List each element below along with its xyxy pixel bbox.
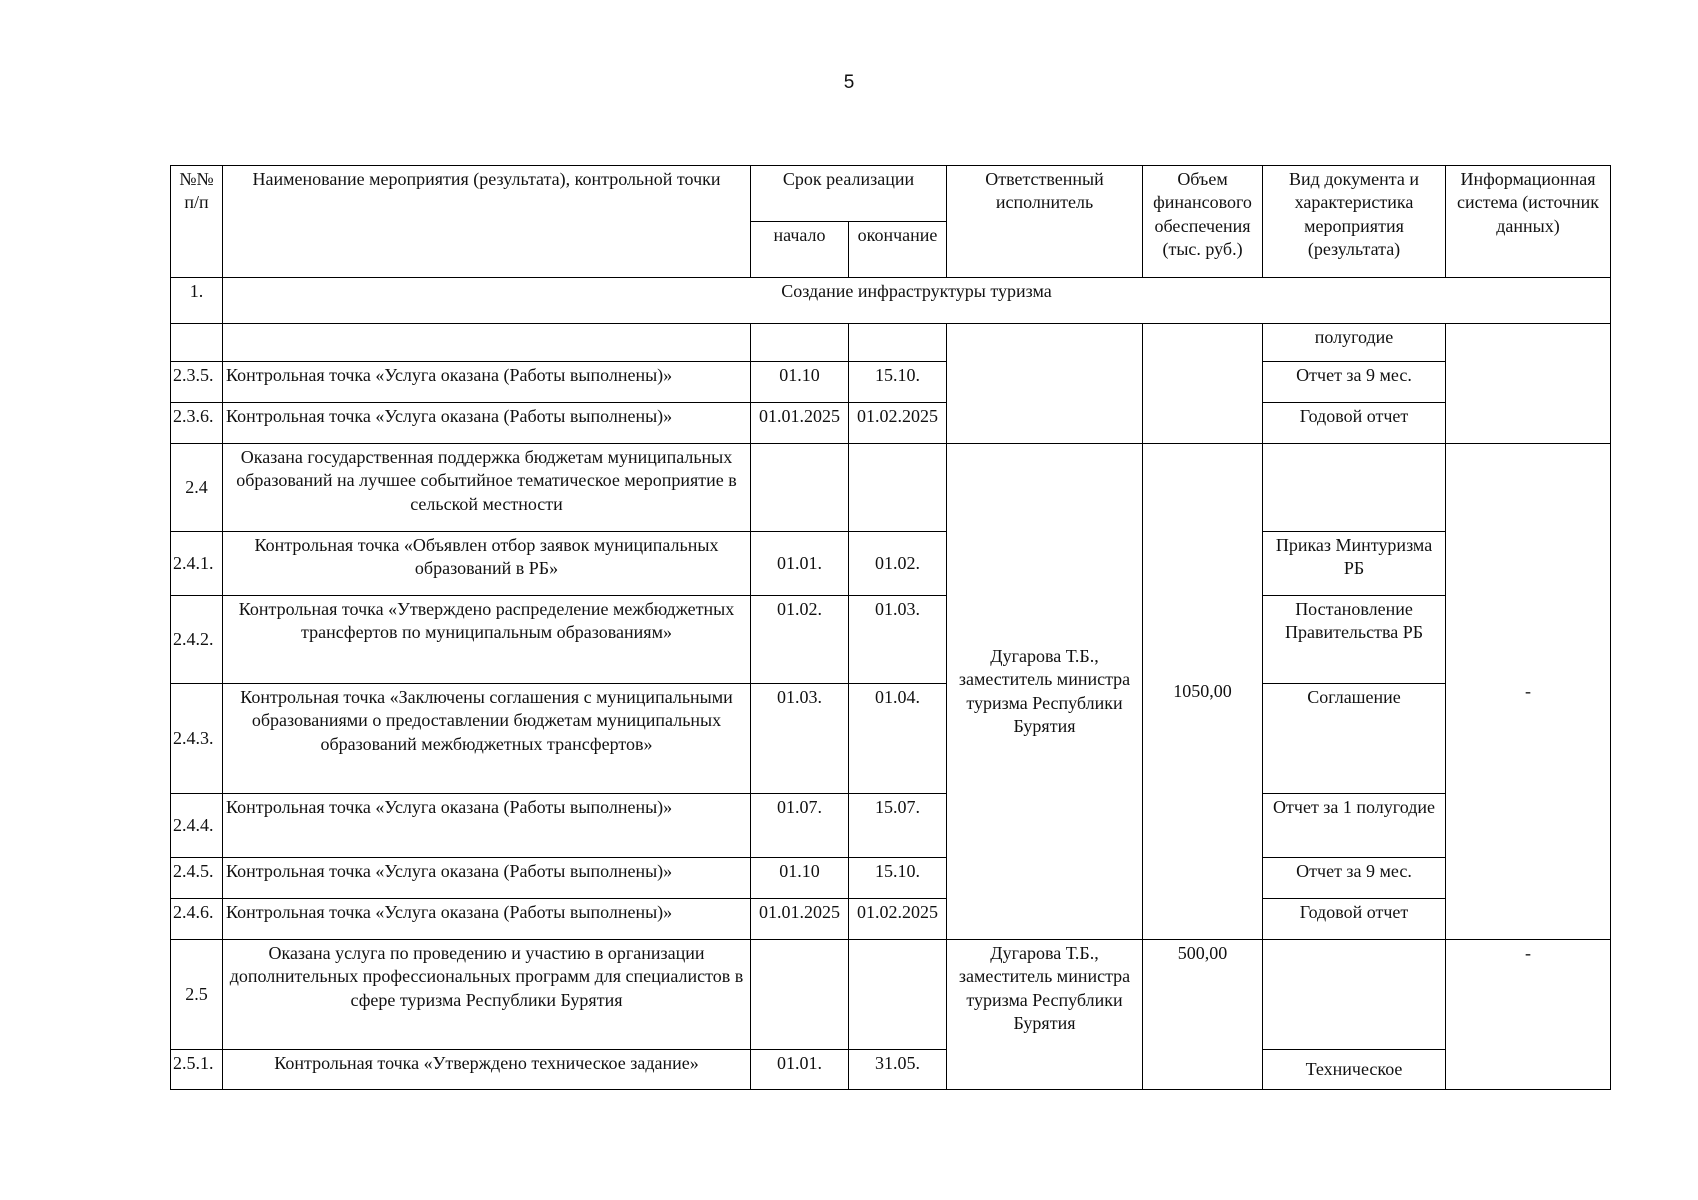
row-name: Контрольная точка «Утверждено распределение межбюджетных трансфертов по муниципальным образованиям»: [223, 596, 751, 684]
header-name: Наименование мероприятия (результата), контрольной точки: [223, 166, 751, 278]
volume-cell: 500,00: [1143, 940, 1263, 1090]
table-row: [171, 684, 1611, 794]
row-num: 2.4.1.: [171, 532, 223, 596]
row-end: 31.05.: [849, 1050, 947, 1090]
row-end: 15.07.: [849, 794, 947, 858]
table-row: [171, 362, 1611, 403]
row-doc: Постановление Правительства РБ: [1263, 596, 1446, 684]
header-end: окончание: [849, 222, 947, 278]
row-num: 2.3.5.: [171, 362, 223, 403]
row-start: 01.07.: [751, 794, 849, 858]
header-num: №№ п/п: [171, 166, 223, 278]
row-num: 2.5.1.: [171, 1050, 223, 1090]
row-start: 01.03.: [751, 684, 849, 794]
row-doc: Отчет за 9 мес.: [1263, 362, 1446, 403]
table-row: [171, 403, 1611, 444]
row-doc: Соглашение: [1263, 684, 1446, 794]
table-row: [171, 596, 1611, 684]
table-header-row: [171, 166, 1611, 222]
table-row: [171, 444, 1611, 532]
row-name: Контрольная точка «Услуга оказана (Работы выполнены)»: [223, 794, 751, 858]
row-doc: Годовой отчет: [1263, 403, 1446, 444]
header-doc: Вид документа и характеристика мероприятия (результата): [1263, 166, 1446, 278]
row-name: Контрольная точка «Объявлен отбор заявок муниципальных образований в РБ»: [223, 532, 751, 596]
row-end: 01.03.: [849, 596, 947, 684]
row-start: 01.02.: [751, 596, 849, 684]
section-title: Создание инфраструктуры туризма: [223, 278, 1611, 324]
row-name: Оказана государственная поддержка бюджетам муниципальных образований на лучшее событийное тематическое мероприятие в сельской местности: [223, 444, 751, 532]
doc-cell: полугодие: [1263, 324, 1446, 362]
volume-cell: 1050,00: [1143, 444, 1263, 940]
row-doc: Годовой отчет: [1263, 899, 1446, 940]
table-row: [171, 324, 1611, 362]
row-num: 2.4.5.: [171, 858, 223, 899]
row-name: Контрольная точка «Услуга оказана (Работы выполнены)»: [223, 403, 751, 444]
row-doc: Приказ Минтуризма РБ: [1263, 532, 1446, 596]
row-start: 01.10: [751, 362, 849, 403]
table-row: [171, 532, 1611, 596]
responsible-cell: Дугарова Т.Б., заместитель министра туризма Республики Бурятия: [947, 940, 1143, 1090]
table-row: [171, 794, 1611, 858]
header-responsible: Ответственный исполнитель: [947, 166, 1143, 278]
row-doc: Техническое: [1263, 1050, 1446, 1090]
row-end: 15.10.: [849, 362, 947, 403]
header-volume: Объем финансового обеспечения (тыс. руб.): [1143, 166, 1263, 278]
section-num: 1.: [171, 278, 223, 324]
row-end: 01.04.: [849, 684, 947, 794]
table-row: [171, 1050, 1611, 1090]
row-end: 01.02.: [849, 532, 947, 596]
row-end: 01.02.2025: [849, 899, 947, 940]
row-name: Контрольная точка «Услуга оказана (Работы выполнены)»: [223, 899, 751, 940]
system-cell: [1446, 324, 1611, 444]
table-row: [171, 899, 1611, 940]
header-start: начало: [751, 222, 849, 278]
row-num: 2.4.4.: [171, 794, 223, 858]
row-end: 01.02.2025: [849, 403, 947, 444]
row-doc: Отчет за 9 мес.: [1263, 858, 1446, 899]
row-num: 2.4.2.: [171, 596, 223, 684]
volume-cell: [1143, 324, 1263, 444]
system-cell: -: [1446, 940, 1611, 1090]
header-system: Информационная система (источник данных): [1446, 166, 1611, 278]
row-name: Контрольная точка «Заключены соглашения с муниципальными образованиями о предоставлении бюджетам муниципальных образований межбюджетных трансфертов»: [223, 684, 751, 794]
responsible-cell: Дугарова Т.Б., заместитель министра туризма Республики Бурятия: [947, 444, 1143, 940]
row-num: 2.4.3.: [171, 684, 223, 794]
row-num: 2.5: [171, 940, 223, 1050]
page-number: 5: [843, 72, 855, 93]
header-term: Срок реализации: [751, 166, 947, 222]
row-name: Контрольная точка «Услуга оказана (Работы выполнены)»: [223, 858, 751, 899]
row-end: 15.10.: [849, 858, 947, 899]
row-name: Оказана услуга по проведению и участию в организации дополнительных профессиональных программ для специалистов в сфере туризма Республики Бурятия: [223, 940, 751, 1050]
row-name: Контрольная точка «Утверждено техническое задание»: [223, 1050, 751, 1090]
row-start: 01.01.2025: [751, 899, 849, 940]
row-name: Контрольная точка «Услуга оказана (Работы выполнены)»: [223, 362, 751, 403]
row-start: 01.10: [751, 858, 849, 899]
responsible-cell: [947, 324, 1143, 444]
row-num: 2.4: [171, 444, 223, 532]
row-start: 01.01.2025: [751, 403, 849, 444]
table-row: [171, 940, 1611, 1050]
row-start: 01.01.: [751, 532, 849, 596]
row-num: 2.3.6.: [171, 403, 223, 444]
system-cell: -: [1446, 444, 1611, 940]
table-row: [171, 858, 1611, 899]
row-num: 2.4.6.: [171, 899, 223, 940]
action-plan-table: [170, 165, 1611, 1090]
section-row: [171, 278, 1611, 324]
row-start: 01.01.: [751, 1050, 849, 1090]
row-doc: Отчет за 1 полугодие: [1263, 794, 1446, 858]
